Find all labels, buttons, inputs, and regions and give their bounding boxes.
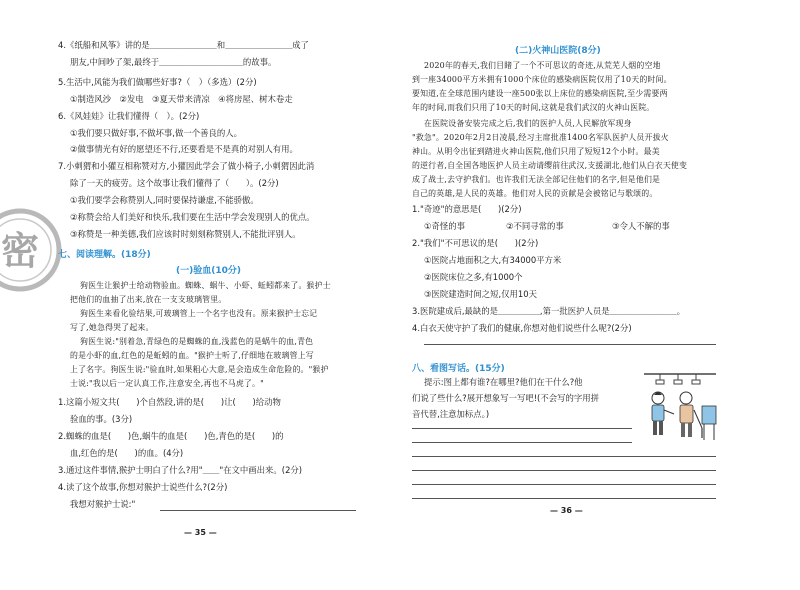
question-2-option-3: ③医院建造时间之短,仅用10天 [424,289,537,299]
confidential-stamp [0,208,62,292]
reading-question-4: 4.读了这个故事,你想对猴护士说些什么?(2分) [58,482,228,492]
writing-line-2[interactable] [412,442,632,443]
question-4-cont: 朋友,中间吵了架,最终于＿＿＿＿＿＿＿＿＿＿的故事。 [70,57,277,67]
writing-prompt: 提示:图上都有谁?在哪里?他们在干什么?他 [424,377,583,387]
question-6-option-a: ①我们要只做好事,不做坏事,做一个善良的人。 [70,128,242,138]
reading-question-2-cont: 血,红色的是( )的血。(4分) [70,448,184,458]
passage-1-para-1: 狗医生让猴护士给动物验血。蜘蛛、蜗牛、小虾、蚯蚓都来了。猴护士 [80,281,331,290]
question-2-option-2: ②医院床位之多,有1000个 [424,272,523,282]
question-7-option-c: ③称赞是一种美德,我们应该时时刻刻称赞别人,不能批评别人。 [70,229,301,239]
reading-question-2: 2.蜘蛛的血是( )色,蜗牛的血是( )色,青色的是( )的 [58,431,284,441]
question-7-option-b: ②称赞会给人们美好和快乐,我们要在生活中学会发现别人的优点。 [70,212,315,222]
passage-1-para-2-cont: 写了,她急得哭了起来。 [70,323,154,332]
section-7-heading: 七、阅读理解。(18分) [58,250,151,260]
passage-2-para-2-cont5: 自己的英雄,是人民的英雄。他们对人民的贡献是会被铭记与歌颂的。 [412,189,658,198]
question-7-option-a: ①我们要学会称赞别人,同时要保持谦虚,不能骄傲。 [70,195,259,205]
question-5: 5.生活中,风能为我们做哪些好事?（ ）（多选）(2分) [58,77,257,87]
writing-line-3[interactable] [412,456,716,457]
question-6-option-b: ②做事情光有好的愿望还不行,还要看是不是真的对别人有用。 [70,144,298,154]
question-7: 7.小刺猬和小獾互相称赞对方,小獾因此学会了做小椅子,小刺猬因此消 [58,161,315,171]
question-1-option-2: ②不同寻常的事 [506,221,564,231]
passage-1-para-3-cont3: 士说:"我以后一定认真工作,注意安全,再也不马虎了。" [70,379,264,388]
section-8-heading: 八、看图写话。(15分) [412,364,505,374]
passage-1-para-3: 狗医生说:"别着急,青绿色的是蜘蛛的血,浅蓝色的是蜗牛的血,青色 [80,337,314,346]
question-7-cont: 除了一天的疲劳。这个故事让我们懂得了（ ）。(2分) [70,178,279,188]
passage-1-para-3-cont: 的是小虾的血,红色的是蚯蚓的血。"猴护士听了,仔细地在玻璃管上写 [70,351,314,360]
passage-2-para-2-cont2: 神山。从明令出征到踏进火神山医院,他们只用了短短12个小时。最美 [412,147,660,156]
passage-2-para-2-cont: "救急"。2020年2月2日凌晨,经习主席批准1400名军队医护人员开拔火 [412,133,669,142]
passage-2-para-1: 2020年的春天,我们目睹了一个不可思议的奇迹,从荒芜人烟的空地 [424,61,661,70]
question-2-option-1: ①医院占地面积之大,有34000平方米 [424,255,562,265]
passage-1-title: (一)验血(10分) [176,266,241,276]
passage-2-para-2-cont4: 成了战士,去守护我们。也许我们无法全部记住他们的名字,但是他们是 [412,175,661,184]
reading-question-1: 1.这篇小短文共( )个自然段,讲的是( )让( )给动物 [58,397,281,407]
writing-prompt-cont2: 音代替,注意加标点。) [412,409,490,419]
question-5-options: ①制造风沙 ②发电 ③夏天带来清凉 ④将房屋、树木卷走 [70,94,293,104]
question-4: 4.《纸船和风筝》讲的是＿＿＿＿＿＿＿＿和＿＿＿＿＿＿＿＿成了 [58,40,309,50]
reading-question-4-answer: 我想对猴护士说:" [70,499,136,509]
page-number: — 35 — [184,528,217,537]
answer-line[interactable] [160,510,356,511]
question-1-option-3: ③令人不解的事 [612,221,670,231]
writing-line-5[interactable] [412,484,716,485]
passage-2-question-4: 4.白衣天使守护了我们的健康,你想对他们说些什么呢?(2分) [412,323,632,333]
passage-2-para-2: 在医院设备安装完成之后,我们的医护人员,人民解放军现身 [424,119,632,128]
right-page [400,0,800,590]
stamp-character: 密 [0,229,40,273]
passage-2-para-2-cont3: 的逆行者,自全国各地医护人员主动请缨前往武汉,支援湖北,他们从白衣天使变 [412,161,688,170]
answer-line-1[interactable] [424,344,716,345]
passage-1-para-1-cont: 把他们的血抽了出来,放在一支支玻璃管里。 [70,295,227,304]
passage-2-para-1-cont: 到一座34000平方米拥有1000个床位的感染病医院仅用了10天的时间。 [412,75,672,84]
passage-2-para-1-cont2: 要知道,在全球范围内建设一座500张以上床位的感染病医院,至少需要两 [412,89,668,98]
question-6: 6.《风娃娃》让我们懂得（ ）。(2分) [58,111,200,121]
reading-question-1-cont: 验血的事。(3分) [70,414,133,424]
writing-prompt-cont: 们说了些什么?展开想象写一写吧!(不会写的字用拼 [412,393,599,403]
page-number: — 36 — [550,506,583,515]
passage-2-para-1-cont3: 年的时间,而我们只用了10天的时间,这就是我们武汉的火神山医院。 [412,103,655,112]
reading-question-3: 3.通过这件事情,猴护士明白了什么?用"＿＿"在文中画出来。(2分) [58,465,303,475]
passage-1-para-3-cont2: 上了名字。狗医生说:"验血时,如果粗心大意,是会造成生命危险的。"猴护 [70,365,329,374]
passage-2-question-3: 3.医院建成后,最缺的是＿＿＿＿＿,第一批医护人员是＿＿＿＿＿＿＿＿。 [412,306,685,316]
passage-2-question-2: 2."我们"不可思议的是( )(2分) [412,238,539,248]
passage-2-title: (二)火神山医院(8分) [515,46,601,56]
writing-line-4[interactable] [412,470,716,471]
bus-seat-illustration [640,368,720,446]
passage-1-para-2: 狗医生来看化验结果,可玻璃管上一个名字也没有。原来猴护士忘记 [80,309,318,318]
writing-line-6[interactable] [412,498,716,499]
question-1-option-1: ①奇怪的事 [424,221,466,231]
passage-2-question-1: 1."奇迹"的意思是( )(2分) [412,204,522,214]
writing-line-1[interactable] [412,428,632,429]
